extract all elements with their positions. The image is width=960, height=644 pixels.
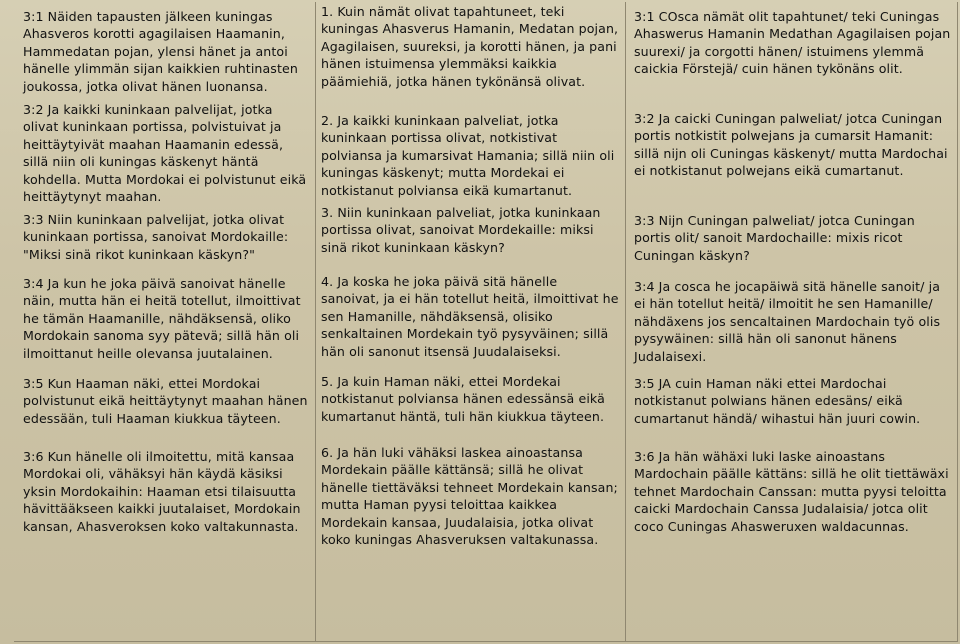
verse-cell: 1. Kuin nämät olivat tapahtuneet, teki kuningas Ahasverus Hamanin, Medatan pojan, Agagilaisen, suureksi, ja korotti hänen, ja pani hänen istuimensa ylemmäksi kaikkia päämiehiä, jotka hänen tykönänsä olivat. — [321, 4, 619, 89]
verse-cell: 3:2 Ja kaikki kuninkaan palvelijat, jotka olivat kuninkaan portissa, polvistuivat ja heittäytyivät maahan Haamanin edessä, sillä niin oli kuningas käskenyt häntä kohdella. Mutta Mordokai ei polvistunut eikä heittäytynyt maahan. — [23, 102, 307, 205]
column-1642-translation — [626, 2, 958, 642]
verse-cell: 3. Niin kuninkaan palveliat, jotka kuninkaan portissa olivat, sanoivat Mordekaille: miksi sinä rikot kuninkaan käskyn? — [321, 205, 601, 255]
verse-cell: 3:5 Kun Haaman näki, ettei Mordokai polvistunut eikä heittäytynyt maahan hänen edessään, tuli Haaman kiukkua täyteen. — [23, 376, 308, 426]
verse-cell: 2. Ja kaikki kuninkaan palveliat, jotka kuninkaan portissa olivat, notkistivat polviansa ja kumarsivat Hamania; sillä niin oli kuningas käskenyt; mutta Mordekai ei notkistanut polviansa eikä kumartanut. — [321, 113, 615, 198]
verse-cell: 3:3 Nijn Cuningan palweliat/ jotca Cuningan portis olit/ sanoit Mardochaille: mixis ricot Cuningan käskyn? — [634, 213, 915, 263]
verse-cell: 4. Ja koska he joka päivä sitä hänelle sanoivat, ja ei hän totellut heitä, ilmoittivat he sen Hamanille, nähdäksensä, olisiko senkaltainen Mordekain työ pysyväinen; sillä hän oli sanonut itsensä Juudalaiseksi. — [321, 274, 619, 359]
verse-cell: 3:1 Näiden tapausten jälkeen kuningas Ahasveros korotti agagilaisen Haamanin, Hammedatan pojan, ylensi hänet ja antoi hänelle ylimmän sijan kaikkien ruhtinasten joukossa, jotka olivat hänen luonansa. — [23, 9, 298, 94]
verse-cell: 3:4 Ja cosca he jocapäiwä sitä hänelle sanoit/ ja ei hän totellut heitä/ ilmoitit he sen Hamanille/ nähdäxens jos sencaltainen Mardochain työ olis pysywäinen: sillä hän oli sanonut hänens Judalaisexi. — [634, 279, 941, 364]
column-1776-translation — [316, 2, 626, 642]
verse-cell: 3:4 Ja kun he joka päivä sanoivat hänelle näin, mutta hän ei heitä totellut, ilmoittivat he tämän Haamanille, nähdäksensä, oliko Mordokain sanoma syy pätevä; sillä hän oli ilmoittanut heille olevansa juutalainen. — [23, 276, 301, 361]
verse-cell: 5. Ja kuin Haman näki, ettei Mordekai notkistanut polviansa hänen edessänsä eikä kumartanut häntä, tuli hän kiukkua täyteen. — [321, 374, 605, 424]
verse-cell: 6. Ja hän luki vähäksi laskea ainoastansa Mordekain päälle kättänsä; sillä he olivat hänelle tiettäväksi tehneet Mordekain kansan; mutta Haman pyysi teloittaa kaikkea Mordekain kansaa, Juudalaisia, jotka olivat koko kuningas Ahasveruksen valtakunassa. — [321, 445, 618, 548]
verse-cell: 3:2 Ja caicki Cuningan palweliat/ jotca Cuningan portis notkistit polwejans ja cumarsit Hamanit: sillä nijn oli Cuningas käskenyt/ mutta Mardochai ei notkistanut polwejans eikä cumartanut. — [634, 111, 948, 179]
verse-cell: 3:1 COsca nämät olit tapahtunet/ teki Cuningas Ahaswerus Hamanin Medathan Agagilaisen pojan suurexi/ ja corgotti hänen/ istuimens ylemmä caickia Förstejä/ cuin hänen tykönäns olit. — [634, 9, 951, 77]
verse-cell: 3:6 Ja hän wähäxi luki laske ainoastans Mardochain päälle kättäns: sillä he olit tiettäwäxi tehnet Mardochain Canssan: mutta pyysi teloitta caicki Mardochain Canssa Judalaisia/ jotca olit coco Cuningas Ahasweruxen waldacunnas. — [634, 449, 949, 534]
column-modern-translation — [14, 2, 316, 642]
verse-cell: 3:3 Niin kuninkaan palvelijat, jotka olivat kuninkaan portissa, sanoivat Mordokaille: "Miksi sinä rikot kuninkaan käskyn?" — [23, 212, 289, 262]
verse-cell: 3:6 Kun hänelle oli ilmoitettu, mitä kansaa Mordokai oli, vähäksyi hän käydä käsiksi yksin Mordokaihin: Haaman etsi tilaisuutta hävittääkseen kaikki juutalaiset, Mordokain kansan, Ahasveroksen koko valtakunnasta. — [23, 449, 301, 534]
verse-cell: 3:5 JA cuin Haman näki ettei Mardochai notkistanut polwians hänen edesäns/ eikä cumartanut händä/ wihastui hän juuri cowin. — [634, 376, 921, 426]
